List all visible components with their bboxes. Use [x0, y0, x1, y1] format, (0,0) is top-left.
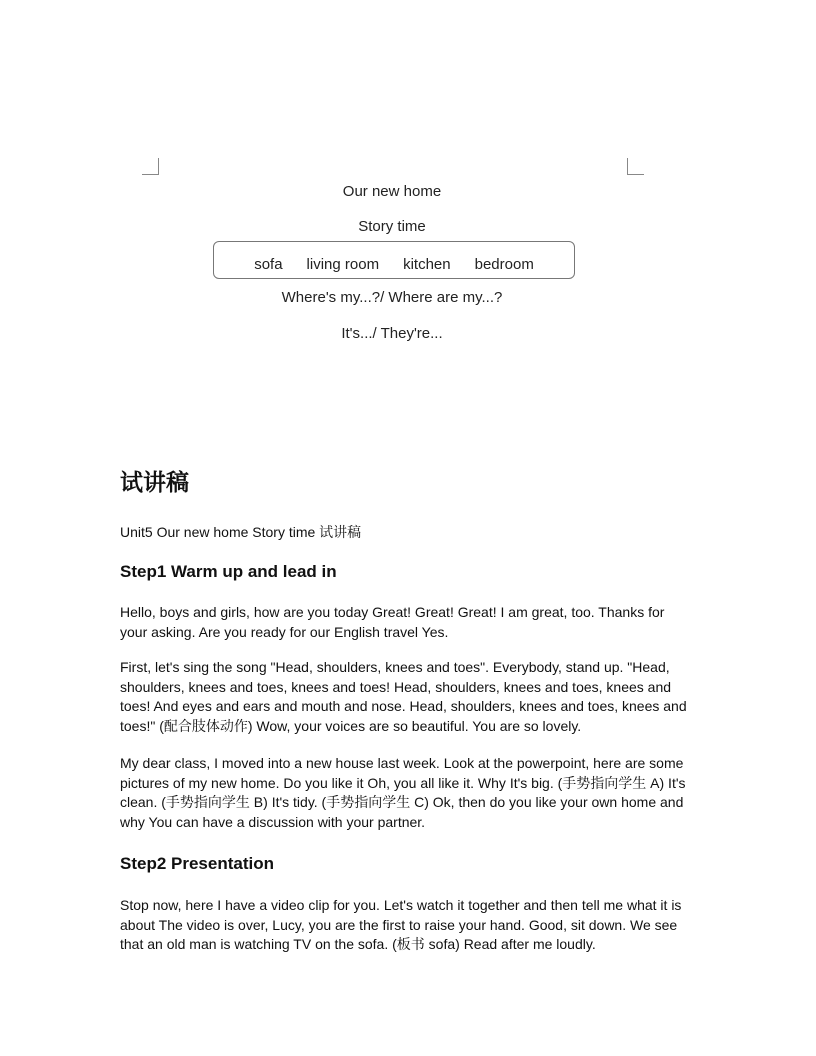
board-title: Our new home [342, 183, 442, 200]
document-heading: 试讲稿 [120, 470, 189, 496]
document-subtitle: Unit5 Our new home Story time 试讲稿 [120, 524, 362, 540]
step2-paragraph-1: Stop now, here I have a video clip for you. Let's watch it together and then tell me what it is about The video is over, Lucy, you are the first to raise your hand. Good, sit down. We see that an old man is watching TV on the sofa. (板书 sofa) Read after me loudly. [120, 897, 682, 952]
vocab-word: living room [306, 255, 380, 273]
board-subtitle: Story time [358, 218, 426, 235]
board-question: Where's my...?/ Where are my...? [281, 289, 503, 306]
step1-paragraph-3: My dear class, I moved into a new house last week. Look at the powerpoint, here are some pictures of my new home. Do you like it Oh, you all like it. Why It's big. (手势指向学生 A) It's clean. (手势指向学生 B) It's tidy. (手势指向学生 C) Ok, then do you like your own home and why You can have a discussion with your partner. [120, 755, 686, 830]
crop-mark-left [142, 158, 159, 175]
board-answer: It's.../ They're... [341, 325, 443, 342]
step1-paragraph-2: First, let's sing the song "Head, shoulders, knees and toes". Everybody, stand up. "Head, shoulders, knees and toes, knees and toes! Head, shoulders, knees and toes, knees and toes! And eyes and ears and mouth and nose. Head, shoulders, knees and toes, knees and toes!" (配合肢体动作) Wow, your voices are so beautiful. You are so lovely. [120, 659, 687, 734]
vocab-word: bedroom [474, 255, 534, 273]
vocab-word: sofa [254, 255, 283, 273]
step1-paragraph-1: Hello, boys and girls, how are you today Great! Great! Great! I am great, too. Thanks for your asking. Are you ready for our English travel Yes. [120, 604, 665, 640]
vocab-word: kitchen [403, 255, 451, 273]
step1-heading: Step1 Warm up and lead in [120, 562, 337, 581]
vocab-box [213, 241, 575, 279]
crop-mark-right [627, 158, 644, 175]
step2-heading: Step2 Presentation [120, 854, 274, 873]
